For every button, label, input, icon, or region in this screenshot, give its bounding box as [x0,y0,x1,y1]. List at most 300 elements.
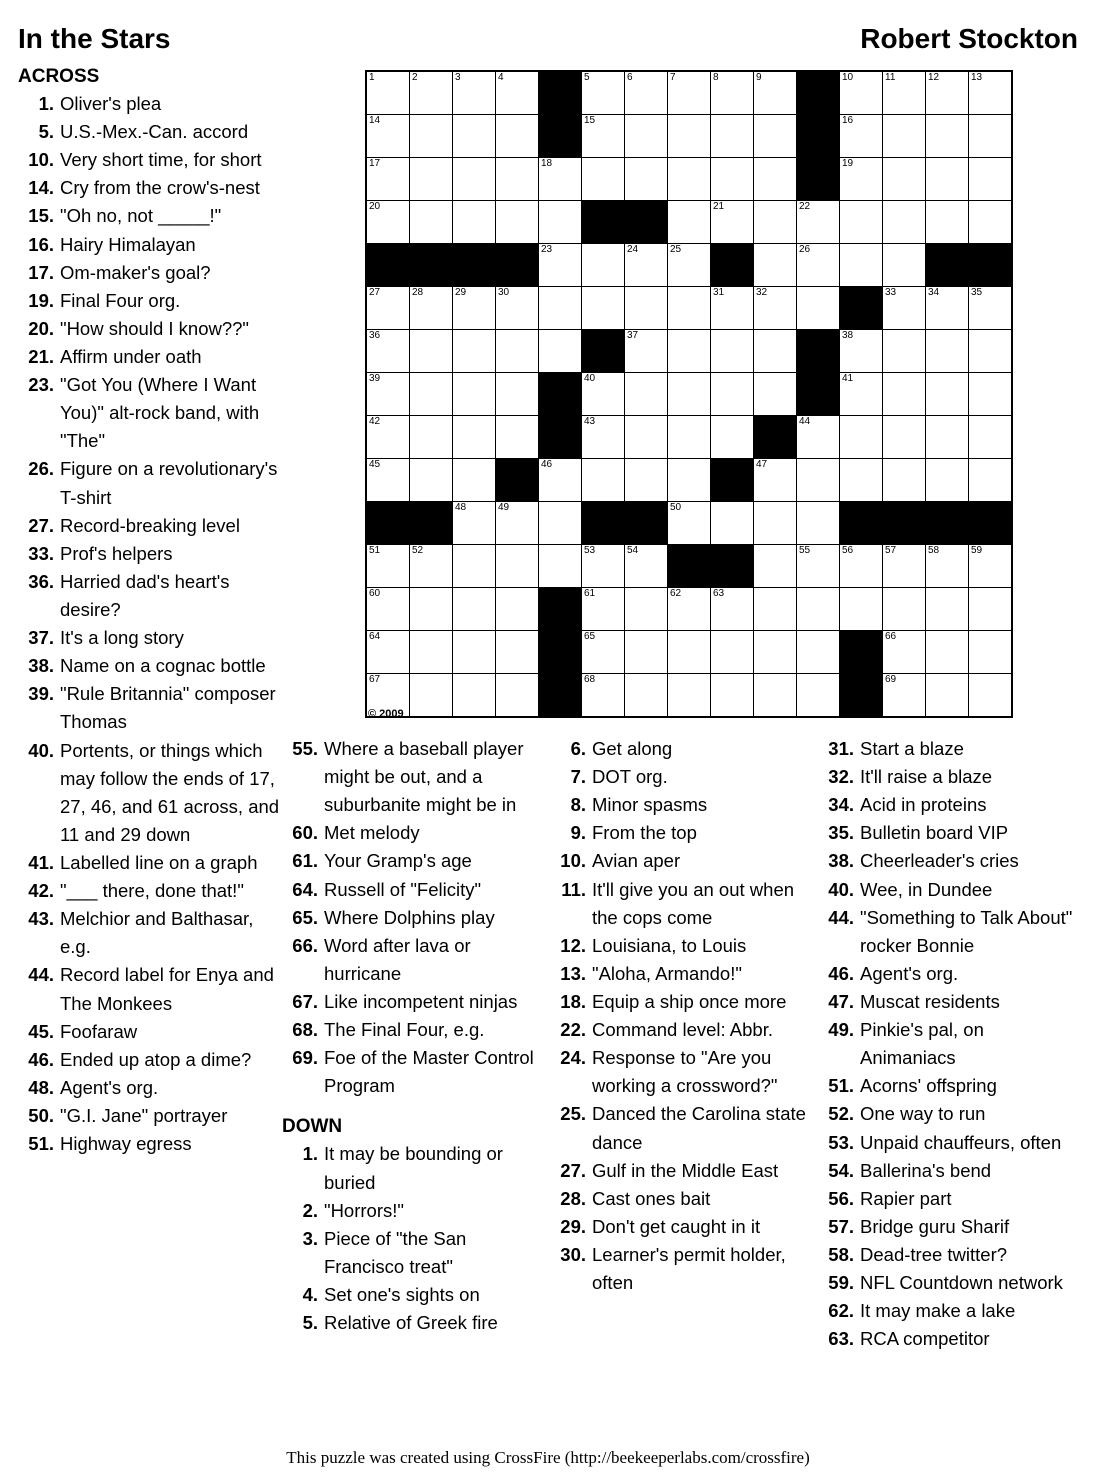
grid-cell[interactable] [496,201,539,244]
down-clue-column-3 [818,735,1080,1353]
grid-cell[interactable] [625,71,668,115]
clue-item[interactable] [18,877,286,905]
grid-cell[interactable] [969,201,1013,244]
clue-item[interactable] [818,1213,1080,1241]
grid-cell[interactable] [496,545,539,588]
grid-cell[interactable] [883,588,926,631]
clue-item[interactable] [818,819,1080,847]
clue-number: 65. [292,906,318,928]
grid-cell-number: 27 [369,287,381,298]
grid-cell[interactable] [926,373,969,416]
clue-item[interactable] [282,1309,540,1337]
clue-item[interactable] [18,202,286,230]
grid-cell[interactable] [969,588,1013,631]
grid-cell[interactable] [410,674,453,718]
clue-item[interactable] [282,1281,540,1309]
grid-cell[interactable] [625,115,668,158]
clue-item[interactable] [18,1074,286,1102]
grid-cell[interactable] [926,158,969,201]
clue-item[interactable] [282,735,540,819]
grid-cell[interactable] [711,158,754,201]
clue-number: 44. [28,964,54,986]
grid-cell[interactable] [410,201,453,244]
grid-cell[interactable] [668,330,711,373]
grid-cell[interactable] [711,416,754,459]
grid-cell[interactable] [797,287,840,330]
clue-text: "Got You (Where I Want You)" alt-rock band, with "The" [60,374,260,452]
grid-cell[interactable] [410,545,453,588]
clue-item[interactable] [550,847,812,875]
grid-cell[interactable] [883,545,926,588]
grid-cell[interactable] [797,459,840,502]
grid-cell[interactable] [668,588,711,631]
clue-text: Cheerleader's cries [860,850,1019,872]
grid-cell[interactable] [668,71,711,115]
grid-cell[interactable] [625,158,668,201]
grid-cell[interactable] [625,330,668,373]
clue-item[interactable] [18,174,286,202]
clue-item[interactable] [18,568,286,624]
grid-cell[interactable] [840,416,883,459]
grid-cell[interactable] [366,287,410,330]
grid-cell[interactable] [754,71,797,115]
grid-cell[interactable] [453,115,496,158]
grid-cell[interactable] [539,459,582,502]
clue-item[interactable] [550,1044,812,1100]
grid-cell[interactable] [410,373,453,416]
grid-cell[interactable] [625,674,668,718]
grid-cell[interactable] [797,244,840,287]
grid-cell[interactable] [711,502,754,545]
grid-cell[interactable] [840,545,883,588]
grid-cell[interactable] [797,588,840,631]
grid-cell[interactable] [754,545,797,588]
grid-cell[interactable] [883,201,926,244]
grid-cell[interactable] [410,287,453,330]
grid-cell[interactable] [625,244,668,287]
grid-block-cell [969,502,1013,545]
clue-item[interactable] [18,905,286,961]
grid-cell[interactable] [582,158,625,201]
clue-item[interactable] [282,932,540,988]
grid-cell[interactable] [969,545,1013,588]
clue-item[interactable] [818,791,1080,819]
grid-cell[interactable] [496,115,539,158]
clue-text: Melchior and Balthasar, e.g. [60,908,254,958]
grid-cell[interactable] [969,158,1013,201]
grid-cell[interactable] [668,287,711,330]
grid-cell[interactable] [366,330,410,373]
grid-block-cell [625,201,668,244]
clue-item[interactable] [18,1018,286,1046]
grid-cell[interactable] [625,373,668,416]
grid-table[interactable] [365,70,1013,718]
grid-cell[interactable] [496,330,539,373]
clue-item[interactable] [818,904,1080,960]
grid-cell[interactable] [539,201,582,244]
grid-cell[interactable] [926,71,969,115]
grid-cell[interactable] [410,71,453,115]
grid-cell[interactable] [668,502,711,545]
crossword-grid[interactable] [365,70,1013,718]
grid-cell[interactable] [410,631,453,674]
grid-cell[interactable] [754,459,797,502]
grid-cell[interactable] [969,330,1013,373]
grid-cell[interactable] [840,588,883,631]
grid-cell[interactable] [926,459,969,502]
grid-cell[interactable] [883,158,926,201]
grid-cell[interactable] [797,545,840,588]
grid-cell[interactable] [711,71,754,115]
grid-cell[interactable] [453,459,496,502]
clue-item[interactable] [550,791,812,819]
grid-cell[interactable] [453,631,496,674]
grid-cell[interactable] [410,416,453,459]
grid-cell[interactable] [366,158,410,201]
clue-item[interactable] [18,287,286,315]
clue-item[interactable] [818,1157,1080,1185]
grid-cell[interactable] [410,115,453,158]
grid-cell[interactable] [668,631,711,674]
footer-credit: This puzzle was created using CrossFire (http://beekeeperlabs.com/crossfire) [286,1448,810,1467]
clue-text: Dead-tree twitter? [860,1243,1008,1265]
grid-cell[interactable] [410,588,453,631]
grid-cell[interactable] [668,115,711,158]
clue-item[interactable] [550,1213,812,1241]
clue-item[interactable] [550,988,812,1016]
grid-cell[interactable] [754,588,797,631]
grid-cell-number: 1 [369,72,375,83]
grid-cell[interactable] [366,545,410,588]
clue-item[interactable] [818,1016,1080,1072]
clue-item[interactable] [18,455,286,511]
grid-cell[interactable] [410,459,453,502]
grid-cell[interactable] [754,244,797,287]
grid-cell[interactable] [797,201,840,244]
grid-cell[interactable] [969,71,1013,115]
clue-item[interactable] [818,1100,1080,1128]
grid-cell[interactable] [496,631,539,674]
grid-cell[interactable] [496,373,539,416]
clue-item[interactable] [818,1269,1080,1297]
grid-cell[interactable] [496,416,539,459]
grid-cell[interactable] [969,416,1013,459]
clue-item[interactable] [18,1130,286,1158]
clue-text: From the top [592,822,697,844]
clue-item[interactable] [18,1102,286,1130]
clue-text: Final Four org. [60,289,181,311]
grid-cell[interactable] [840,244,883,287]
grid-cell[interactable] [754,287,797,330]
clue-item[interactable] [18,343,286,371]
clue-number: 12. [560,934,586,956]
grid-cell[interactable] [668,674,711,718]
grid-cell[interactable] [883,674,926,718]
grid-cell[interactable] [840,71,883,115]
grid-cell[interactable] [453,330,496,373]
grid-cell[interactable] [496,502,539,545]
grid-cell[interactable] [754,330,797,373]
grid-cell[interactable] [366,416,410,459]
grid-cell[interactable] [453,373,496,416]
grid-cell[interactable] [926,674,969,718]
grid-cell[interactable] [582,545,625,588]
grid-cell[interactable] [496,287,539,330]
grid-cell[interactable] [539,502,582,545]
grid-cell[interactable] [539,244,582,287]
grid-cell-number: 33 [885,287,897,298]
grid-cell[interactable] [926,545,969,588]
clue-number: 69. [292,1047,318,1069]
grid-cell[interactable] [582,674,625,718]
grid-cell[interactable] [840,459,883,502]
clue-item[interactable] [550,763,812,791]
clue-item[interactable] [550,932,812,960]
grid-cell[interactable] [366,373,410,416]
grid-cell[interactable] [539,330,582,373]
clue-item[interactable] [18,849,286,877]
clue-item[interactable] [18,961,286,1017]
clue-item[interactable] [18,371,286,455]
grid-cell[interactable] [668,201,711,244]
grid-cell-number: 44 [799,416,811,427]
grid-cell[interactable] [453,158,496,201]
grid-cell[interactable] [926,631,969,674]
grid-cell[interactable] [926,330,969,373]
clue-item[interactable] [282,1140,540,1196]
clue-number: 24. [560,1047,586,1069]
grid-cell[interactable] [668,416,711,459]
grid-cell[interactable] [883,244,926,287]
grid-cell[interactable] [883,416,926,459]
grid-cell[interactable] [754,158,797,201]
grid-cell[interactable] [754,502,797,545]
clue-item[interactable] [282,819,540,847]
clue-item[interactable] [818,1072,1080,1100]
grid-block-cell [840,674,883,718]
grid-cell[interactable] [453,502,496,545]
grid-cell[interactable] [366,588,410,631]
clue-item[interactable] [282,904,540,932]
clue-item[interactable] [18,680,286,736]
grid-cell[interactable] [840,373,883,416]
clue-item[interactable] [282,847,540,875]
clue-item[interactable] [282,876,540,904]
clue-item[interactable] [18,231,286,259]
grid-cell[interactable] [668,244,711,287]
grid-block-cell [840,631,883,674]
grid-cell[interactable] [969,459,1013,502]
clue-item[interactable] [550,735,812,763]
grid-cell[interactable] [582,244,625,287]
clue-item[interactable] [18,512,286,540]
grid-cell[interactable] [840,158,883,201]
grid-cell[interactable] [883,459,926,502]
grid-cell[interactable] [711,201,754,244]
grid-cell[interactable] [754,631,797,674]
grid-cell[interactable] [668,373,711,416]
grid-cell[interactable] [582,71,625,115]
clue-item[interactable] [18,90,286,118]
grid-block-cell [366,244,410,287]
grid-cell[interactable] [496,674,539,718]
grid-cell[interactable] [410,158,453,201]
grid-cell[interactable] [668,459,711,502]
grid-cell[interactable] [366,71,410,115]
clue-text: Bulletin board VIP [860,822,1009,844]
grid-row [366,545,1012,588]
grid-cell[interactable] [625,416,668,459]
grid-cell[interactable] [366,115,410,158]
clue-item[interactable] [818,1297,1080,1325]
clue-text: "Horrors!" [324,1199,404,1221]
grid-cell[interactable] [453,416,496,459]
grid-cell[interactable] [366,201,410,244]
clue-item[interactable] [550,1185,812,1213]
grid-cell[interactable] [625,459,668,502]
grid-cell[interactable] [582,588,625,631]
grid-cell[interactable] [883,631,926,674]
grid-cell[interactable] [969,631,1013,674]
clue-item[interactable] [818,735,1080,763]
grid-cell[interactable] [883,115,926,158]
grid-cell-number: 3 [455,72,461,83]
clue-item[interactable] [818,988,1080,1016]
clue-item[interactable] [818,876,1080,904]
grid-cell[interactable] [883,287,926,330]
grid-cell[interactable] [539,545,582,588]
grid-cell[interactable] [754,201,797,244]
grid-cell[interactable] [453,674,496,718]
clue-text: The Final Four, e.g. [324,1019,485,1041]
grid-cell[interactable] [453,71,496,115]
grid-cell[interactable] [797,502,840,545]
grid-cell[interactable] [453,287,496,330]
clue-item[interactable] [18,146,286,174]
grid-cell[interactable] [754,115,797,158]
clue-item[interactable] [550,1016,812,1044]
grid-cell[interactable] [797,416,840,459]
grid-cell[interactable] [496,71,539,115]
grid-cell[interactable] [969,115,1013,158]
clue-text: Foofaraw [60,1020,138,1042]
clue-item[interactable] [282,1225,540,1281]
grid-cell[interactable] [410,330,453,373]
grid-cell[interactable] [711,631,754,674]
grid-cell[interactable] [539,158,582,201]
grid-cell[interactable] [582,459,625,502]
grid-cell[interactable] [582,115,625,158]
grid-cell[interactable] [668,158,711,201]
grid-cell[interactable] [582,373,625,416]
clue-item[interactable] [818,1241,1080,1269]
grid-cell[interactable] [969,674,1013,718]
grid-cell[interactable] [582,416,625,459]
grid-cell[interactable] [711,287,754,330]
clue-item[interactable] [18,624,286,652]
grid-cell[interactable] [883,373,926,416]
grid-cell[interactable] [625,287,668,330]
clue-item[interactable] [550,876,812,932]
grid-cell-number: 16 [842,115,854,126]
clue-item[interactable] [18,737,286,849]
grid-cell[interactable] [711,330,754,373]
grid-cell[interactable] [711,588,754,631]
grid-cell[interactable] [453,545,496,588]
grid-cell[interactable] [539,287,582,330]
clue-item[interactable] [818,1185,1080,1213]
grid-cell[interactable] [926,287,969,330]
clue-item[interactable] [550,819,812,847]
grid-cell[interactable] [711,115,754,158]
grid-cell[interactable] [625,631,668,674]
grid-cell[interactable] [797,674,840,718]
clue-item[interactable] [18,259,286,287]
grid-cell[interactable] [496,158,539,201]
grid-cell[interactable] [582,287,625,330]
clue-number: 7. [570,766,586,788]
grid-cell[interactable] [496,588,539,631]
clue-item[interactable] [550,1157,812,1185]
grid-cell[interactable] [840,115,883,158]
grid-cell[interactable] [625,545,668,588]
clue-item[interactable] [18,540,286,568]
clue-item[interactable] [818,960,1080,988]
clue-item[interactable] [282,1197,540,1225]
clue-item[interactable] [18,1046,286,1074]
clue-number: 30. [560,1243,586,1265]
grid-cell[interactable] [754,373,797,416]
clue-item[interactable] [282,1016,540,1044]
grid-cell[interactable] [969,287,1013,330]
grid-cell[interactable] [366,459,410,502]
grid-cell[interactable] [926,588,969,631]
grid-cell[interactable] [883,330,926,373]
grid-cell[interactable] [711,373,754,416]
clue-item[interactable] [18,652,286,680]
grid-cell[interactable] [453,201,496,244]
grid-cell[interactable] [711,674,754,718]
grid-cell[interactable] [754,674,797,718]
clue-item[interactable] [282,1044,540,1100]
grid-cell[interactable] [366,631,410,674]
grid-cell[interactable] [840,330,883,373]
grid-cell[interactable] [926,416,969,459]
clue-number: 52. [828,1103,854,1125]
clue-item[interactable] [550,1241,812,1297]
grid-cell-number: 61 [584,588,596,599]
clue-item[interactable] [18,118,286,146]
clue-item[interactable] [818,847,1080,875]
grid-cell[interactable] [926,201,969,244]
clue-item[interactable] [18,315,286,343]
clue-number: 45. [28,1020,54,1042]
grid-cell[interactable] [840,201,883,244]
clue-item[interactable] [818,763,1080,791]
clue-item[interactable] [818,1129,1080,1157]
grid-cell[interactable] [453,588,496,631]
clue-item[interactable] [282,988,540,1016]
grid-cell[interactable] [969,373,1013,416]
grid-cell[interactable] [883,71,926,115]
clue-item[interactable] [818,1325,1080,1353]
grid-cell[interactable] [797,631,840,674]
clue-item[interactable] [550,960,812,988]
grid-cell[interactable] [582,631,625,674]
grid-cell[interactable] [625,588,668,631]
grid-cell[interactable] [926,115,969,158]
clue-item[interactable] [550,1100,812,1156]
